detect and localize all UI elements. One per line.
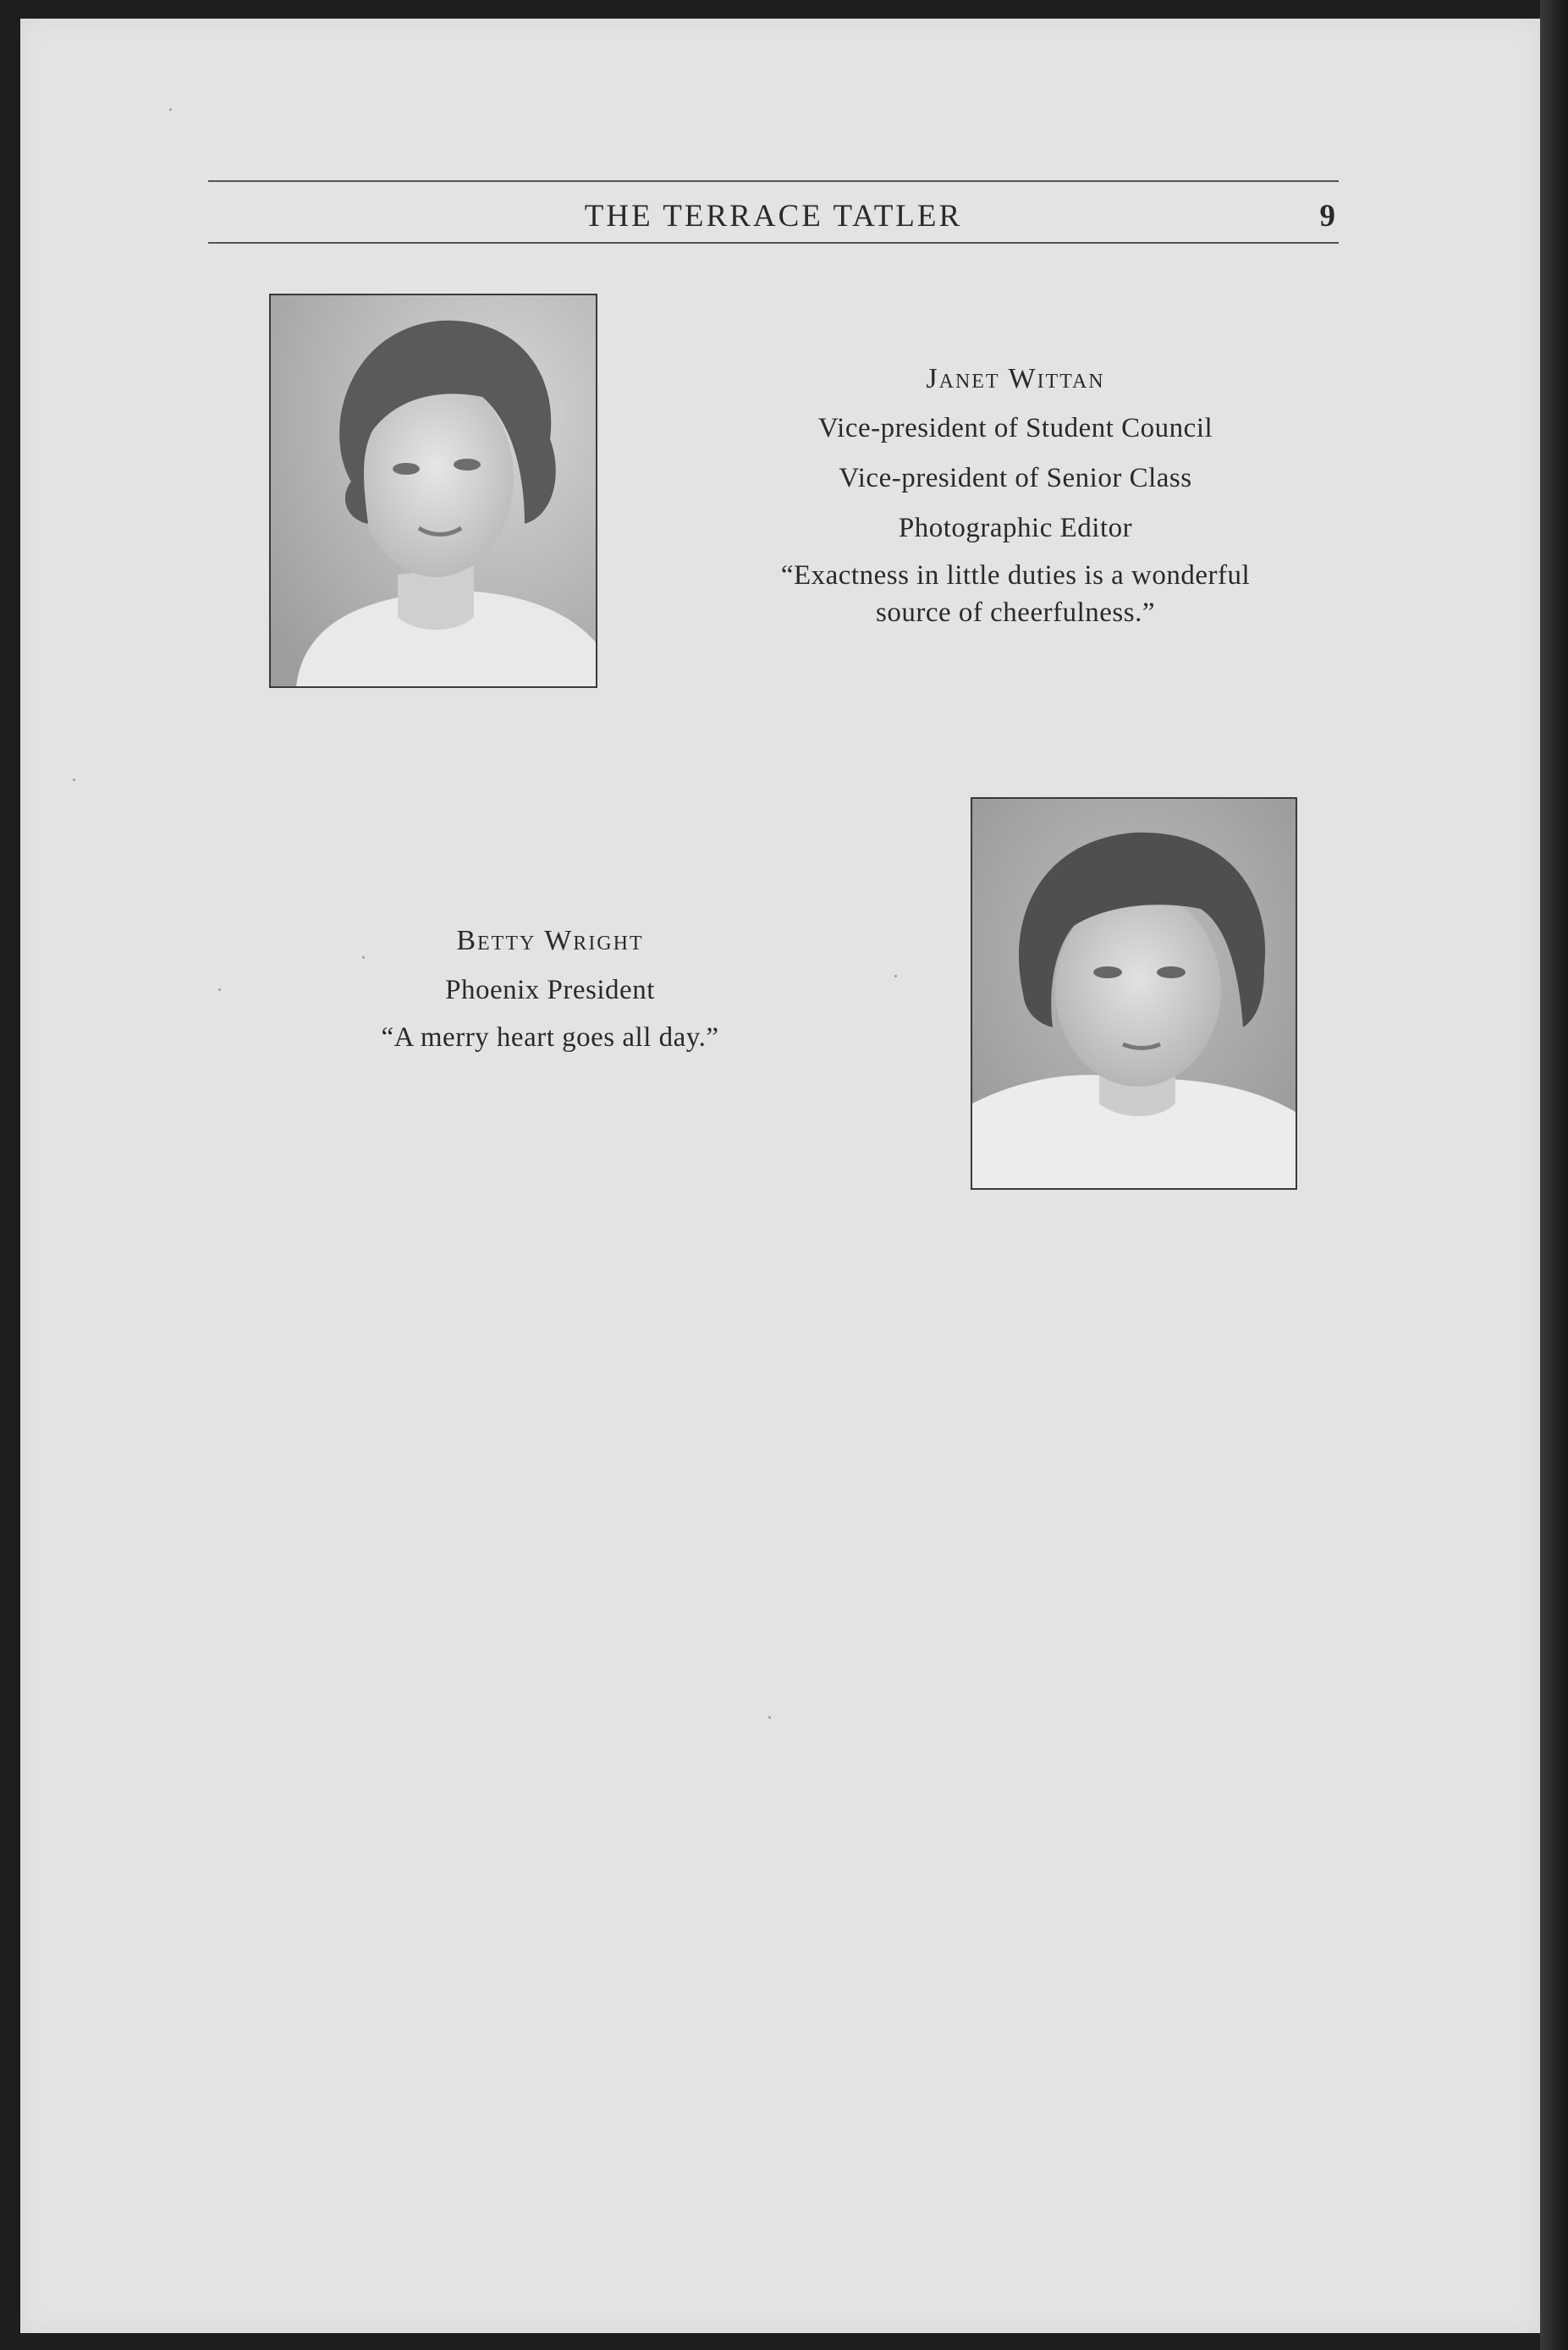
- entry-betty-wright: [254, 916, 846, 1056]
- portrait-photo-janet-wittan: [269, 294, 597, 688]
- portrait-photo-betty-wright: [971, 797, 1297, 1190]
- publication-title: THE TERRACE TATLER: [584, 199, 963, 234]
- scan-speck: [169, 108, 172, 111]
- portrait-image: [972, 799, 1296, 1188]
- running-header: [208, 198, 1339, 237]
- scan-speck: [362, 956, 365, 959]
- scan-speck: [768, 1716, 771, 1719]
- student-role: Vice-president of Student Council: [817, 413, 1213, 443]
- scan-speck: [73, 779, 75, 781]
- scan-edge: [1540, 0, 1568, 2350]
- quote-line: “Exactness in little duties is a wonderful: [780, 560, 1251, 591]
- page-number: 9: [1319, 199, 1335, 234]
- student-role: Phoenix President: [445, 975, 655, 1005]
- student-role: Vice-president of Senior Class: [839, 463, 1192, 493]
- student-name: Betty Wright: [456, 925, 644, 956]
- student-quote: [254, 1019, 846, 1056]
- header-rule-top: [208, 180, 1339, 182]
- quote-line: source of cheerfulness.”: [876, 597, 1155, 628]
- student-quote: [660, 557, 1371, 631]
- student-role: Photographic Editor: [898, 513, 1133, 543]
- student-name: Janet Wittan: [926, 363, 1105, 394]
- entry-janet-wittan: [660, 354, 1371, 631]
- scan-speck: [218, 988, 221, 991]
- quote-line: “A merry heart goes all day.”: [381, 1022, 719, 1053]
- scan-speck: [894, 975, 897, 977]
- header-rule-bottom: [208, 242, 1339, 244]
- portrait-image: [271, 295, 596, 686]
